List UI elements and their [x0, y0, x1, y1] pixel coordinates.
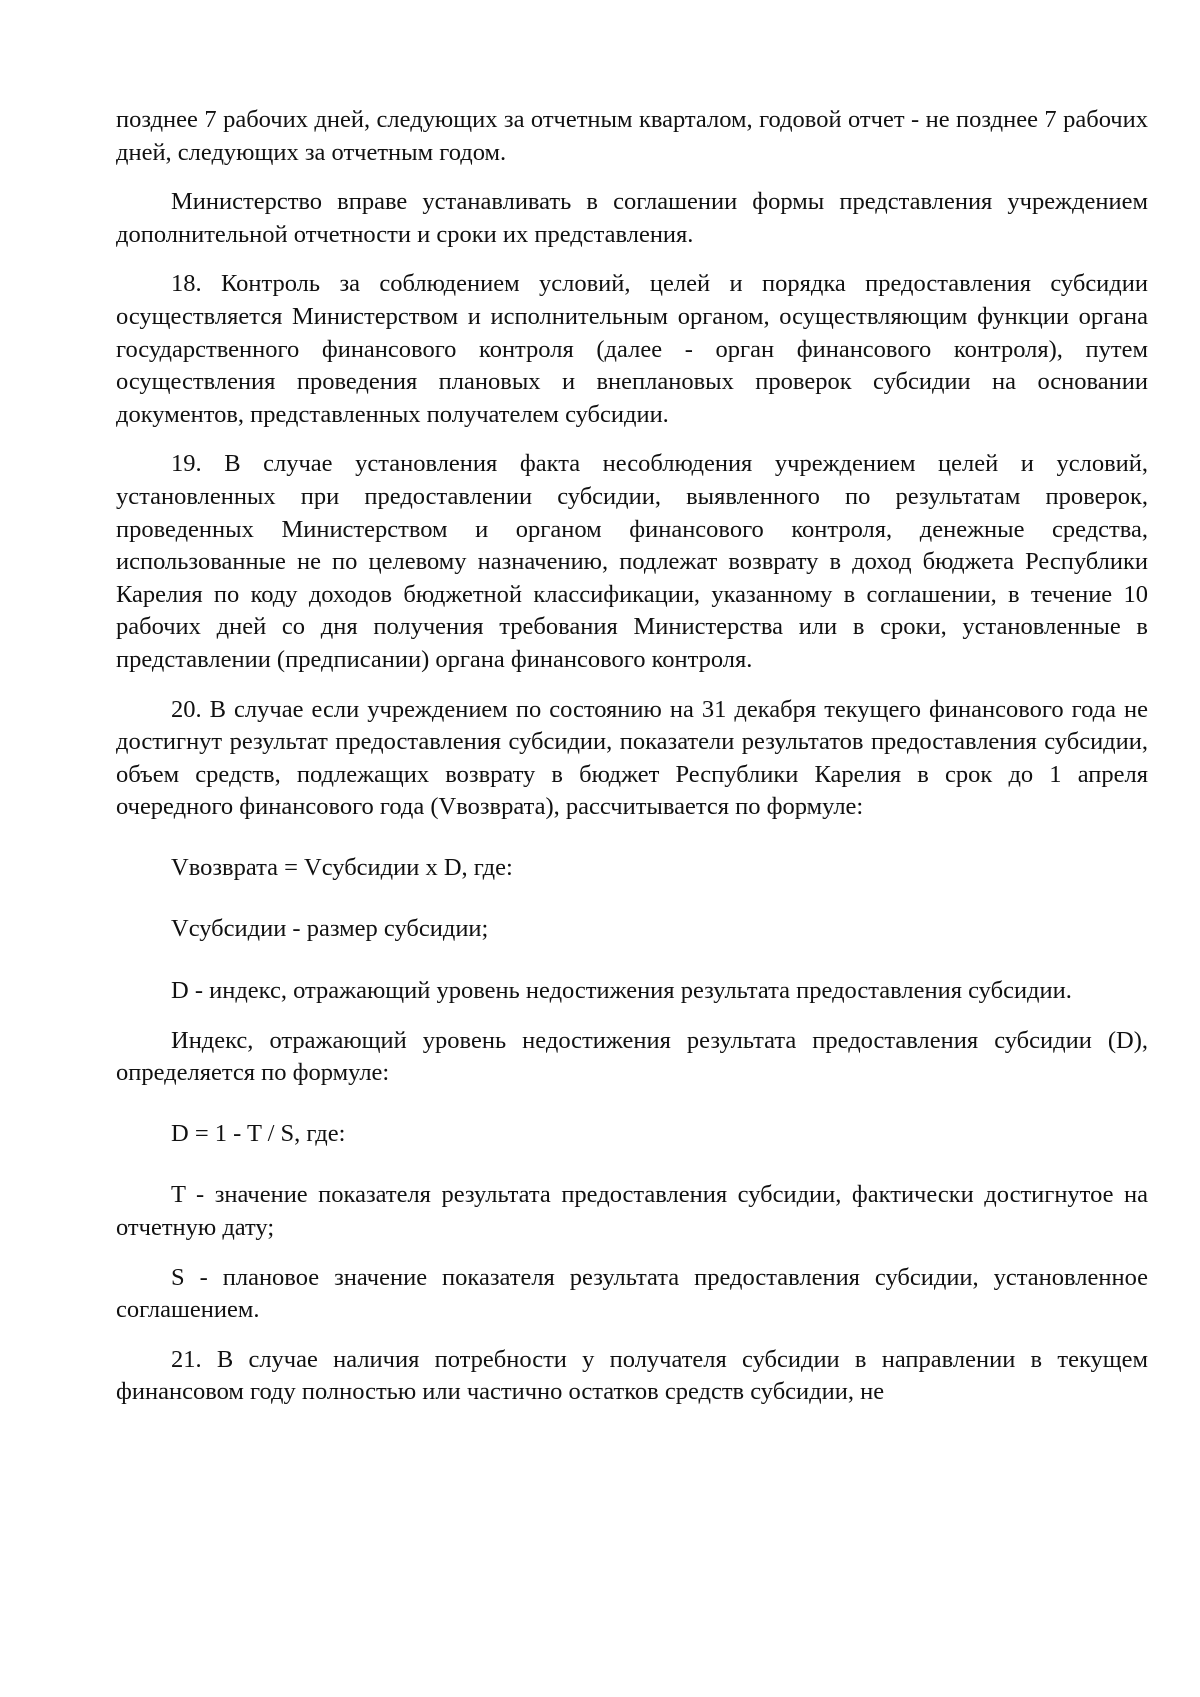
paragraph-21: 21. В случае наличия потребности у получателя субсидии в направлении в текущем финансовом году полностью или частично остатков средств субсидии, не [116, 1345, 1148, 1406]
document-page [116, 104, 1148, 1426]
paragraph-20: 20. В случае если учреждением по состоянию на 31 декабря текущего финансового года не достигнут результат предоставления субсидии, показатели результатов предоставления субсидии, объем средств, подлежащих возврату в бюджет Республики Карелия в срок до 1 апреля очередного финансового года (Vвозврата), рассчитывается по формуле: [116, 695, 1148, 821]
paragraph-19: 19. В случае установления факта несоблюдения учреждением целей и условий, установленных при предоставлении субсидии, выявленного по результатам проверок, проведенных Министерством и органом финансового контроля, денежные средства, использованные не по целевому назначению, подлежат возврату в доход бюджета Республики Карелия по коду доходов бюджетной классификации, указанному в соглашении, в течение 10 рабочих дней со дня получения требования Министерства или в сроки, установленные в представлении (предписании) органа финансового контроля. [116, 450, 1148, 673]
paragraph-continuation: позднее 7 рабочих дней, следующих за отчетным кварталом, годовой отчет - не позднее 7 рабочих дней, следующих за отчетным годом. [116, 106, 1148, 166]
paragraph-ministry-rights: Министерство вправе устанавливать в соглашении формы представления учреждением дополнительной отчетности и сроки их представления. [116, 188, 1148, 248]
definition-subsidy-size: Vсубсидии - размер субсидии; [171, 915, 489, 943]
formula-index-d: D = 1 - T / S, где: [171, 1119, 346, 1147]
definition-t: T - значение показателя результата предоставления субсидии, фактически достигнутое на отчетную дату; [116, 1181, 1148, 1242]
paragraph-index-intro: Индекс, отражающий уровень недостижения результата предоставления субсидии (D), определяется по формуле: [116, 1026, 1148, 1087]
paragraph-18: 18. Контроль за соблюдением условий, целей и порядка предоставления субсидии осуществляется Министерством и исполнительным органом, осуществляющим функции органа государственного финансового контроля (далее - орган финансового контроля), путем осуществления проведения плановых и внеплановых проверок субсидии на основании документов, представленных получателем субсидии. [116, 270, 1148, 428]
formula-return-volume: Vвозврата = Vсубсидии x D, где: [171, 853, 513, 881]
definition-index-d: D - индекс, отражающий уровень недостижения результата предоставления субсидии. [171, 977, 1072, 1005]
definition-s: S - плановое значение показателя результата предоставления субсидии, установленное соглашением. [116, 1263, 1148, 1324]
